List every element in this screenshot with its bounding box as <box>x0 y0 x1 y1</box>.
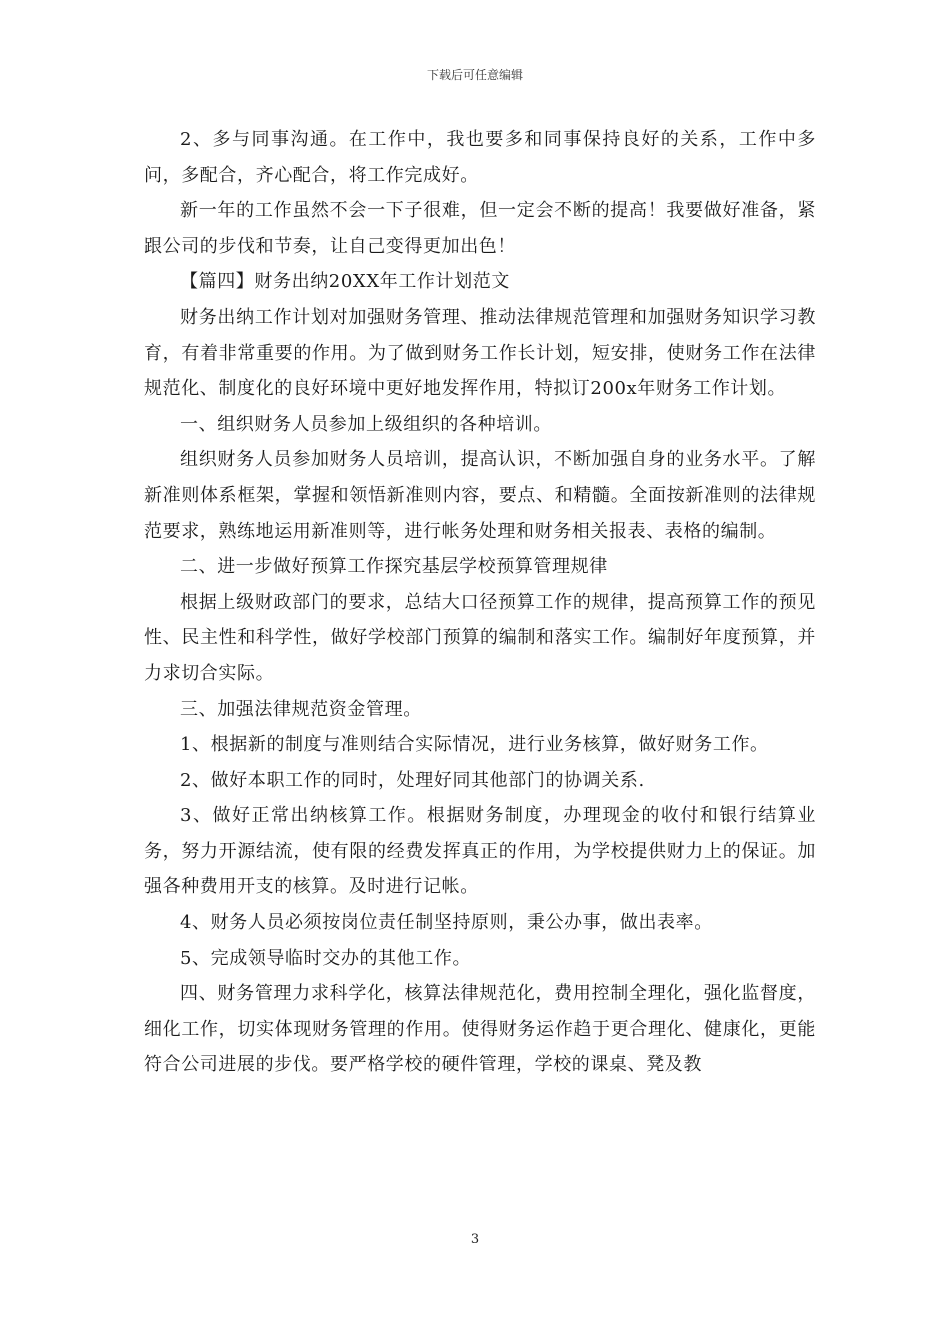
paragraph: 2、多与同事沟通。在工作中，我也要多和同事保持良好的关系，工作中多问，多配合，齐心配合，将工作完成好。 <box>144 129 816 186</box>
section-heading: 三、加强法律规范资金管理。 <box>180 698 422 720</box>
section-title: 【篇四】财务出纳20XX年工作计划范文 <box>180 271 510 293</box>
section-heading: 二、进一步做好预算工作探究基层学校预算管理规律 <box>180 556 608 578</box>
page-number: 3 <box>470 1232 480 1247</box>
paragraph: 根据上级财政部门的要求，总结大口径预算工作的规律，提高预算工作的预见性、民主性和科学性，做好学校部门预算的编制和落实工作。编制好年度预算，并力求切合实际。 <box>144 591 816 684</box>
list-item: 5、完成领导临时交办的其他工作。 <box>180 947 472 969</box>
list-item: 2、做好本职工作的同时，处理好同其他部门的协调关系. <box>180 769 645 791</box>
list-item: 1、根据新的制度与准则结合实际情况，进行业务核算，做好财务工作。 <box>180 734 769 756</box>
list-item: 4、财务人员必须按岗位责任制坚持原则，秉公办事，做出表率。 <box>180 912 713 934</box>
page-header: 下载后可任意编辑 <box>426 68 523 82</box>
paragraph: 四、财务管理力求科学化，核算法律规范化，费用控制全理化，强化监督度，细化工作，切实体现财务管理的作用。使得财务运作趋于更合理化、健康化，更能符合公司进展的步伐。要严格学校的硬件管理，学校的课桌、凳及教 <box>144 983 816 1076</box>
section-heading: 一、组织财务人员参加上级组织的各种培训。 <box>180 413 552 435</box>
paragraph: 新一年的工作虽然不会一下子很难，但一定会不断的提高！我要做好准备，紧跟公司的步伐和节奏，让自己变得更加出色！ <box>144 200 816 257</box>
document-body <box>144 122 816 1083</box>
paragraph: 组织财务人员参加财务人员培训，提高认识，不断加强自身的业务水平。了解新准则体系框架，掌握和领悟新准则内容，要点、和精髓。全面按新准则的法律规范要求，熟练地运用新准则等，进行帐务处理和财务相关报表、表格的编制。 <box>144 449 816 542</box>
paragraph: 财务出纳工作计划对加强财务管理、推动法律规范管理和加强财务知识学习教育，有着非常重要的作用。为了做到财务工作长计划，短安排，使财务工作在法律规范化、制度化的良好环境中更好地发挥作用，特拟订200x年财务工作计划。 <box>144 306 816 400</box>
list-item: 3、做好正常出纳核算工作。根据财务制度，办理现金的收付和银行结算业务，努力开源结流，使有限的经费发挥真正的作用，为学校提供财力上的保证。加强各种费用开支的核算。及时进行记帐。 <box>144 805 816 898</box>
